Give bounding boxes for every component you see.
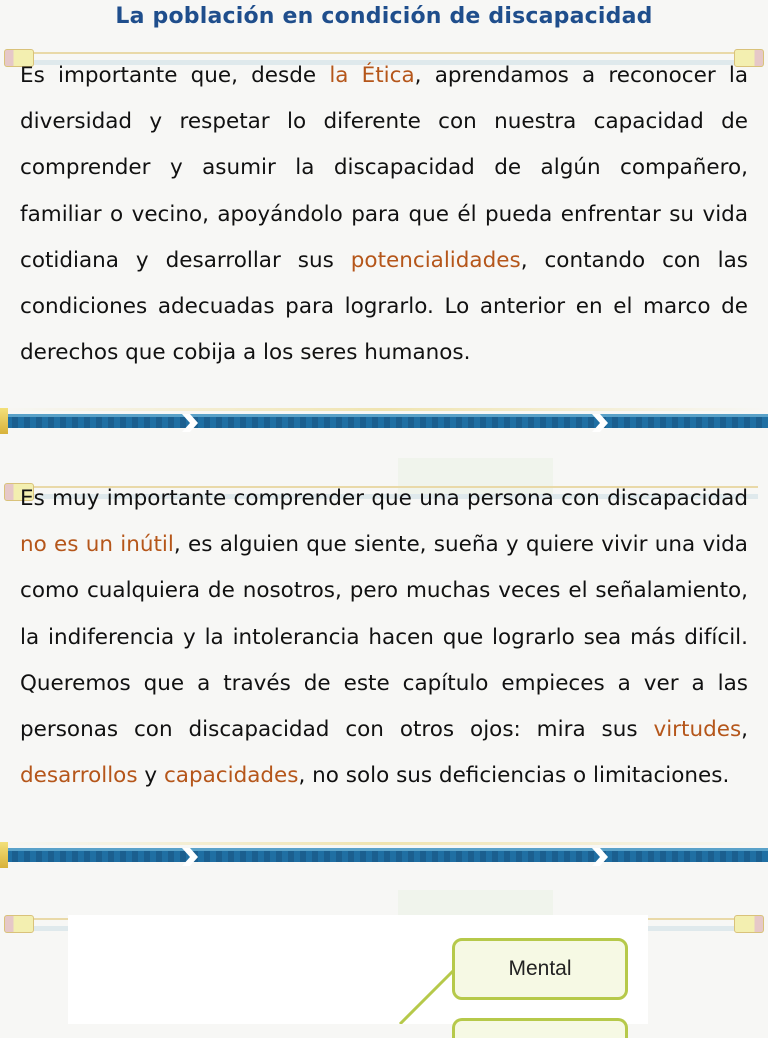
highlighted-term: no es un inútil [20, 532, 174, 558]
paragraph-text: , aprendamos a reconocer la diversidad y respetar lo diferente con nuestra capacidad de comprender y asumir la discapacidad de algún compañero, familiar o vecino, apoyándolo para que él pueda enfrentar su vida cotidiana y desarrollar sus [20, 63, 749, 273]
diagram-node-mental [452, 938, 628, 1000]
highlighted-term: virtudes [653, 717, 742, 743]
diagram-node [452, 1018, 628, 1038]
paragraph-text: Es muy importante comprender que una persona con discapacidad [20, 486, 748, 511]
paragraph-text: , [741, 717, 748, 743]
highlighted-term: desarrollos [20, 763, 138, 789]
highlighted-term: capacidades [163, 763, 299, 789]
diagram-node-label: Mental [508, 957, 572, 980]
paragraph-text: , es alguien que siente, sueña y quiere vivir una vida como cualquiera de nosotros, pero muchas veces el señalamiento, la indiferencia y la intolerancia hacen que lograrlo sea más difícil. Queremos que a través de este capítulo empieces a ver a las personas con discapacidad con otros ojos: mira sus [20, 532, 748, 743]
paragraph-text: Es importante que, desde [20, 63, 330, 88]
highlighted-term: la Ética [329, 63, 415, 88]
page-title: La población en condición de discapacidad [115, 4, 653, 29]
paragraph-text: , no solo sus deficiencias o limitaciones. [298, 763, 730, 789]
paragraph-text: y [137, 763, 164, 789]
paragraph-text: , contando con las condiciones adecuadas para lograrlo. Lo anterior en el marco de derechos que cobija a los seres humanos. [20, 247, 748, 366]
highlighted-term: potencialidades [350, 247, 521, 273]
